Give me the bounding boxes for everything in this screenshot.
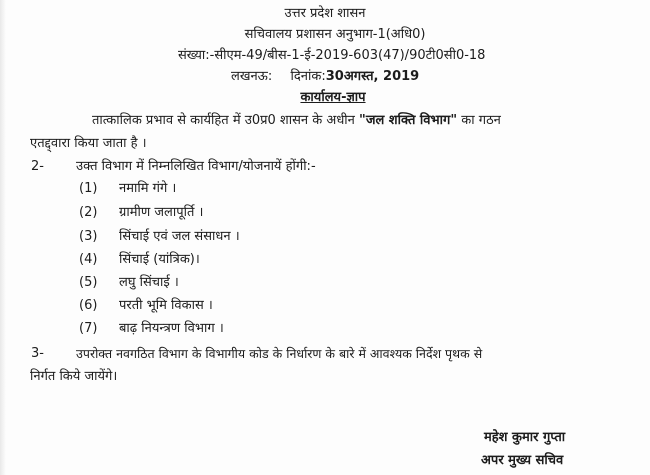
list-item: लघु सिंचाई । [119, 275, 179, 290]
list-item-number: (4) [79, 252, 98, 267]
reference-number [178, 48, 485, 64]
reference-value: सीएम-49/बीस-1-ई-2019-603(47)/90टी0सी0-18 [214, 48, 486, 63]
list-item-number: (1) [79, 181, 98, 196]
list-item: नमामि गंगे । [119, 181, 177, 196]
paragraph-1-line-2: एतद्द्वारा किया जाता है । [30, 136, 147, 151]
date-label: दिनांक: [290, 69, 326, 84]
office-memo-title: कार्यालय-ज्ञाप [300, 90, 366, 105]
place-label: लखनऊ: [231, 69, 273, 84]
paragraph-1-line-1 [92, 113, 501, 129]
paragraph-2-number: 2- [31, 159, 44, 174]
signatory-designation: अपर मुख्य सचिव [481, 453, 564, 468]
list-item-number: (3) [79, 229, 98, 244]
place-date-line [231, 69, 419, 85]
department-name: "जल शक्ति विभाग" [359, 113, 458, 128]
paragraph-3-text: उपरोक्त नवगठित विभाग के विभागीय कोड के निर्धारण के बारे में आवश्यक निर्देश पृथक से [76, 346, 483, 361]
list-item: परती भूमि विकास । [119, 298, 213, 313]
list-item-number: (6) [79, 298, 98, 313]
list-item-number: (7) [79, 321, 98, 336]
signatory-name: महेश कुमार गुप्ता [484, 430, 566, 445]
list-item: ग्रामीण जलापूर्ति । [119, 205, 204, 220]
header-government: उत्तर प्रदेश शासन [284, 6, 366, 21]
list-item: सिंचाई एवं जल संसाधन । [119, 229, 240, 244]
list-item-number: (5) [79, 275, 98, 290]
paragraph-3-line-2: निर्गत किये जायेंगे। [30, 369, 118, 384]
list-item: सिंचाई (यांत्रिक)। [119, 252, 200, 267]
paragraph-3-number: 3- [31, 346, 44, 361]
reference-label: संख्या:- [178, 48, 215, 63]
date-value: 30अगस्त, 2019 [325, 69, 420, 84]
paragraph-2-text: उक्त विभाग में निम्नलिखित विभाग/योजनायें होंगी:- [76, 159, 316, 174]
list-item: बाढ़ नियन्त्रण विभाग । [119, 321, 224, 336]
list-item-number: (2) [79, 205, 98, 220]
header-section: सचिवालय प्रशासन अनुभाग-1(अधि0) [244, 27, 426, 42]
paragraph-1-suffix: का गठन [461, 113, 501, 128]
page-edge-shadow [0, 0, 6, 475]
paragraph-1-prefix: तात्कालिक प्रभाव से कार्यहित में उ0प्र0 शासन के अधीन [92, 113, 355, 128]
